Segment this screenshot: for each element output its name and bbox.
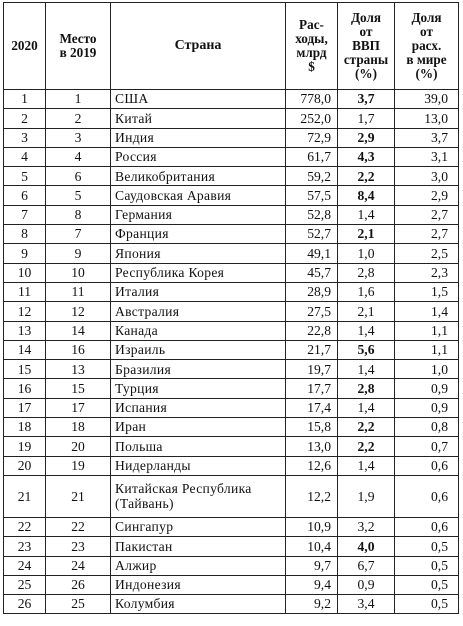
rank-2019-cell: 17: [46, 398, 111, 417]
table-row: [4, 321, 459, 340]
rank-2020-cell: 22: [4, 517, 46, 536]
gdp-share-cell: 2,8: [338, 263, 395, 282]
table-row: [4, 418, 459, 437]
table-row: [4, 360, 459, 379]
rank-2020-cell: 23: [4, 537, 46, 556]
country-cell: Польша: [111, 437, 286, 456]
rank-2020-cell: 18: [4, 418, 46, 437]
spending-cell: 778,0: [286, 90, 338, 109]
rank-2019-cell: 9: [46, 244, 111, 263]
world-share-cell: 0,8: [395, 418, 459, 437]
spending-cell: 13,0: [286, 437, 338, 456]
spending-cell: 10,4: [286, 537, 338, 556]
spending-cell: 22,8: [286, 321, 338, 340]
rank-2019-cell: 18: [46, 418, 111, 437]
world-share-cell: 2,5: [395, 244, 459, 263]
table-row: [4, 456, 459, 475]
gdp-share-cell: 2,9: [338, 128, 395, 147]
world-share-cell: 0,5: [395, 537, 459, 556]
table-row: [4, 244, 459, 263]
gdp-share-cell: 6,7: [338, 556, 395, 575]
rank-2019-cell: 10: [46, 263, 111, 282]
rank-2020-cell: 2: [4, 109, 46, 128]
world-share-cell: 0,7: [395, 437, 459, 456]
rank-2020-cell: 20: [4, 456, 46, 475]
spending-cell: 252,0: [286, 109, 338, 128]
world-share-cell: 3,7: [395, 128, 459, 147]
table-row: [4, 282, 459, 301]
country-cell: Израиль: [111, 340, 286, 359]
rank-2020-cell: 17: [4, 398, 46, 417]
rank-2020-cell: 12: [4, 302, 46, 321]
gdp-share-cell: 1,6: [338, 282, 395, 301]
rank-2020-cell: 14: [4, 340, 46, 359]
gdp-share-cell: 2,8: [338, 379, 395, 398]
rank-2020-cell: 25: [4, 575, 46, 594]
rank-2020-cell: 13: [4, 321, 46, 340]
gdp-share-cell: 1,4: [338, 360, 395, 379]
country-cell: Китай: [111, 109, 286, 128]
rank-2020-cell: 7: [4, 205, 46, 224]
world-share-cell: 2,7: [395, 205, 459, 224]
rank-2020-cell: 3: [4, 128, 46, 147]
spending-cell: 49,1: [286, 244, 338, 263]
world-share-cell: 0,5: [395, 595, 459, 614]
country-cell: Индия: [111, 128, 286, 147]
table-row: [4, 575, 459, 594]
gdp-share-cell: 4,0: [338, 537, 395, 556]
country-cell: США: [111, 90, 286, 109]
rank-2019-cell: 4: [46, 147, 111, 166]
table-body: [4, 90, 459, 614]
country-cell: Турция: [111, 379, 286, 398]
gdp-share-cell: 0,9: [338, 575, 395, 594]
rank-2019-cell: 24: [46, 556, 111, 575]
gdp-share-cell: 1,0: [338, 244, 395, 263]
country-cell: [111, 475, 286, 517]
gdp-share-cell: 2,2: [338, 167, 395, 186]
world-share-cell: 2,9: [395, 186, 459, 205]
spending-cell: 57,5: [286, 186, 338, 205]
world-share-cell: 1,5: [395, 282, 459, 301]
country-cell: Колумбия: [111, 595, 286, 614]
spending-cell: 9,4: [286, 575, 338, 594]
rank-2020-cell: 15: [4, 360, 46, 379]
rank-2020-cell: 6: [4, 186, 46, 205]
spending-cell: 52,7: [286, 225, 338, 244]
table-row: [4, 302, 459, 321]
table-row: [4, 556, 459, 575]
rank-2019-cell: 21: [46, 475, 111, 517]
spending-cell: 28,9: [286, 282, 338, 301]
world-share-cell: 1,1: [395, 340, 459, 359]
spending-cell: 21,7: [286, 340, 338, 359]
table-row: [4, 340, 459, 359]
country-cell: Япония: [111, 244, 286, 263]
rank-2019-cell: 25: [46, 595, 111, 614]
rank-2020-cell: 10: [4, 263, 46, 282]
spending-cell: 52,8: [286, 205, 338, 224]
rank-2020-cell: 9: [4, 244, 46, 263]
gdp-share-cell: 1,4: [338, 205, 395, 224]
world-share-cell: 0,9: [395, 398, 459, 417]
world-share-cell: 2,3: [395, 263, 459, 282]
world-share-cell: 1,1: [395, 321, 459, 340]
gdp-share-cell: 2,2: [338, 418, 395, 437]
rank-2019-cell: 19: [46, 456, 111, 475]
rank-2020-cell: 21: [4, 475, 46, 517]
table-row: [4, 517, 459, 536]
gdp-share-cell: 4,3: [338, 147, 395, 166]
gdp-share-cell: 2,2: [338, 437, 395, 456]
world-share-cell: 2,7: [395, 225, 459, 244]
rank-2019-cell: 15: [46, 379, 111, 398]
rank-2020-cell: 8: [4, 225, 46, 244]
gdp-share-cell: 1,4: [338, 456, 395, 475]
spending-cell: 9,7: [286, 556, 338, 575]
spending-cell: 9,2: [286, 595, 338, 614]
country-cell: Сингапур: [111, 517, 286, 536]
rank-2019-cell: 6: [46, 167, 111, 186]
country-cell: Канада: [111, 321, 286, 340]
table-row: [4, 186, 459, 205]
rank-2019-cell: 23: [46, 537, 111, 556]
country-cell: Германия: [111, 205, 286, 224]
header-spending: Рас- ходы, млрд $: [286, 3, 338, 90]
rank-2019-cell: 13: [46, 360, 111, 379]
table-row: [4, 128, 459, 147]
header-gdp-share: Доля от ВВП страны (%): [338, 3, 395, 90]
gdp-share-cell: 1,4: [338, 398, 395, 417]
country-cell: Саудовская Аравия: [111, 186, 286, 205]
rank-2019-cell: 11: [46, 282, 111, 301]
gdp-share-cell: 3,4: [338, 595, 395, 614]
spending-cell: 10,9: [286, 517, 338, 536]
table-row: [4, 109, 459, 128]
world-share-cell: 13,0: [395, 109, 459, 128]
rank-2019-cell: 20: [46, 437, 111, 456]
gdp-share-cell: 3,2: [338, 517, 395, 536]
spending-cell: 61,7: [286, 147, 338, 166]
gdp-share-cell: 1,9: [338, 475, 395, 517]
spending-cell: 27,5: [286, 302, 338, 321]
table-row: [4, 475, 459, 517]
header-country: Страна: [111, 3, 286, 90]
rank-2020-cell: 19: [4, 437, 46, 456]
world-share-cell: 0,5: [395, 575, 459, 594]
header-world-share: Доля от расх. в мире (%): [395, 3, 459, 90]
world-share-cell: 0,6: [395, 517, 459, 536]
country-cell: Алжир: [111, 556, 286, 575]
rank-2019-cell: 8: [46, 205, 111, 224]
country-cell: Франция: [111, 225, 286, 244]
rank-2019-cell: 12: [46, 302, 111, 321]
country-cell: Нидерланды: [111, 456, 286, 475]
rank-2019-cell: 1: [46, 90, 111, 109]
rank-2019-cell: 26: [46, 575, 111, 594]
world-share-cell: 0,5: [395, 556, 459, 575]
world-share-cell: 0,9: [395, 379, 459, 398]
table-row: [4, 167, 459, 186]
rank-2020-cell: 5: [4, 167, 46, 186]
spending-cell: 72,9: [286, 128, 338, 147]
gdp-share-cell: 5,6: [338, 340, 395, 359]
rank-2020-cell: 1: [4, 90, 46, 109]
rank-2019-cell: 14: [46, 321, 111, 340]
table-row: [4, 90, 459, 109]
table-row: [4, 147, 459, 166]
table-row: [4, 263, 459, 282]
gdp-share-cell: 3,7: [338, 90, 395, 109]
rank-2020-cell: 26: [4, 595, 46, 614]
spending-cell: 17,7: [286, 379, 338, 398]
country-name-line1: Китайская Республика: [115, 480, 252, 496]
rank-2020-cell: 24: [4, 556, 46, 575]
spending-cell: 19,7: [286, 360, 338, 379]
spending-cell: 59,2: [286, 167, 338, 186]
country-cell: Иран: [111, 418, 286, 437]
gdp-share-cell: 2,1: [338, 225, 395, 244]
country-cell: Италия: [111, 282, 286, 301]
rank-2019-cell: 22: [46, 517, 111, 536]
world-share-cell: 1,4: [395, 302, 459, 321]
country-cell: Россия: [111, 147, 286, 166]
world-share-cell: 39,0: [395, 90, 459, 109]
gdp-share-cell: 1,7: [338, 109, 395, 128]
spending-cell: 15,8: [286, 418, 338, 437]
spending-cell: 45,7: [286, 263, 338, 282]
military-spending-table: [3, 2, 459, 614]
table-row: [4, 225, 459, 244]
rank-2019-cell: 5: [46, 186, 111, 205]
gdp-share-cell: 8,4: [338, 186, 395, 205]
world-share-cell: 0,6: [395, 456, 459, 475]
rank-2019-cell: 16: [46, 340, 111, 359]
spending-cell: 12,6: [286, 456, 338, 475]
gdp-share-cell: 1,4: [338, 321, 395, 340]
table-row: [4, 437, 459, 456]
rank-2019-cell: 7: [46, 225, 111, 244]
country-cell: Пакистан: [111, 537, 286, 556]
table-row: [4, 205, 459, 224]
rank-2019-cell: 2: [46, 109, 111, 128]
spending-cell: 12,2: [286, 475, 338, 517]
country-cell: Бразилия: [111, 360, 286, 379]
rank-2019-cell: 3: [46, 128, 111, 147]
rank-2020-cell: 4: [4, 147, 46, 166]
header-row: [4, 3, 459, 90]
world-share-cell: 3,1: [395, 147, 459, 166]
country-cell: Австралия: [111, 302, 286, 321]
table-row: [4, 595, 459, 614]
header-year: 2020: [4, 3, 46, 90]
table-row: [4, 537, 459, 556]
country-cell: Республика Корея: [111, 263, 286, 282]
spending-cell: 17,4: [286, 398, 338, 417]
country-cell: Великобритания: [111, 167, 286, 186]
world-share-cell: 1,0: [395, 360, 459, 379]
table-row: [4, 398, 459, 417]
gdp-share-cell: 2,1: [338, 302, 395, 321]
table-row: [4, 379, 459, 398]
header-place-2019: Место в 2019: [46, 3, 111, 90]
rank-2020-cell: 11: [4, 282, 46, 301]
country-cell: Испания: [111, 398, 286, 417]
rank-2020-cell: 16: [4, 379, 46, 398]
country-name-line2: (Тайвань): [115, 496, 174, 512]
country-cell: Индонезия: [111, 575, 286, 594]
world-share-cell: 3,0: [395, 167, 459, 186]
world-share-cell: 0,6: [395, 475, 459, 517]
